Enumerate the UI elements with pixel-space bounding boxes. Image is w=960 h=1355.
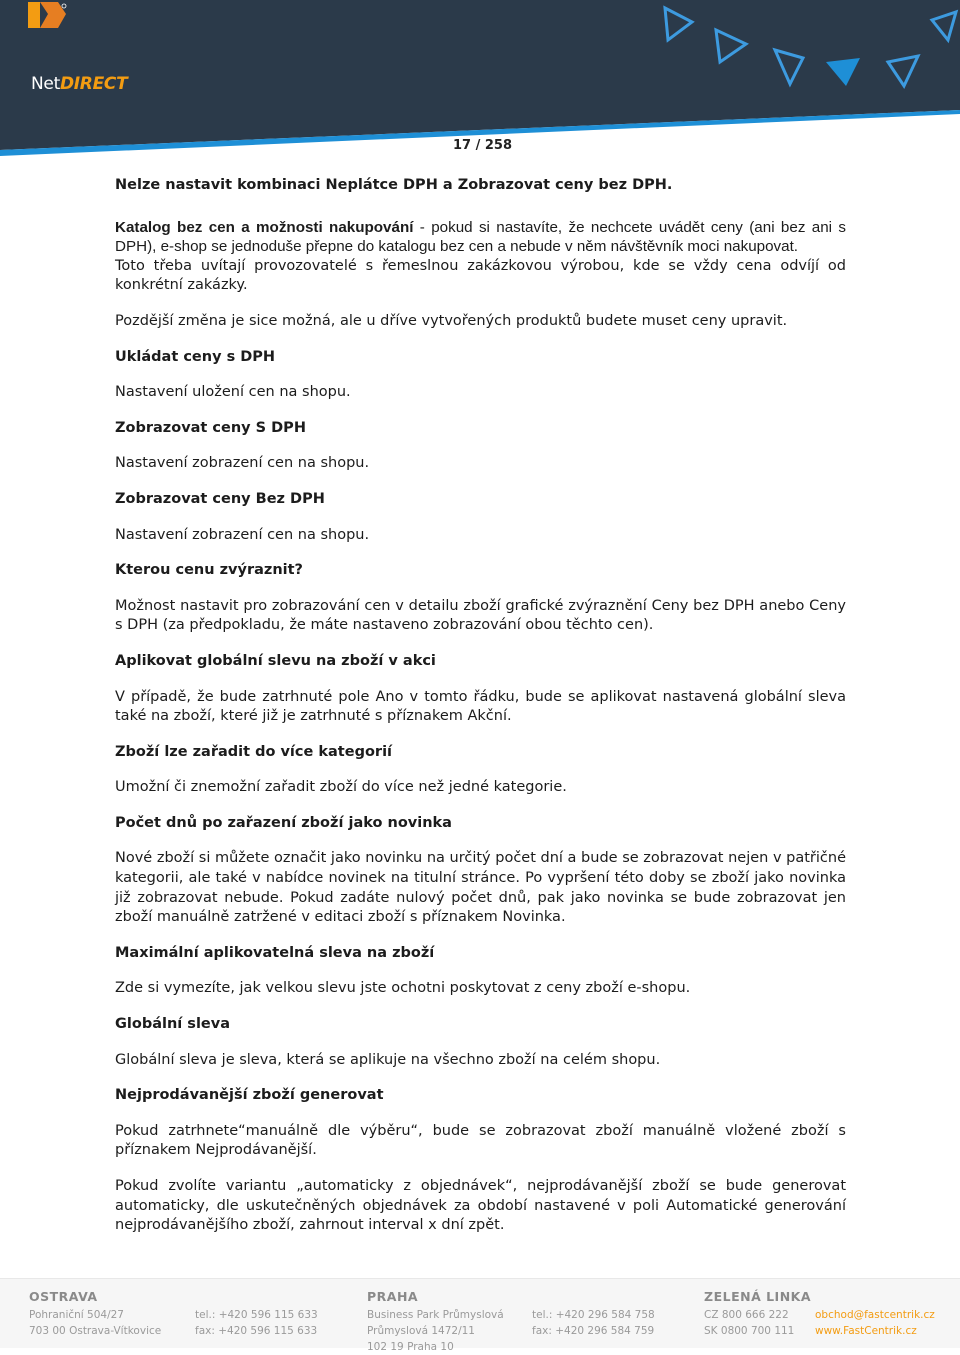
text-bestsellers-manual: Pokud zatrhnete“manuálně dle výběru“, bude se zobrazovat zboží manuálně vložené zboží s příznakem Nejprodávanější.	[115, 1122, 846, 1159]
page-footer	[0, 1278, 960, 1353]
logo-direct: DIRECT	[59, 74, 128, 94]
footer-ostrava-addr1: Pohraniční 504/27	[29, 1309, 124, 1321]
footer-hotline-cz: CZ 800 666 222	[704, 1309, 789, 1321]
footer-praha-tel: tel.: +420 296 584 758	[532, 1309, 655, 1321]
header-banner	[0, 0, 960, 160]
footer-praha-address	[367, 1289, 504, 1355]
footer-city-praha: PRAHA	[367, 1289, 419, 1304]
text-multi-category: Umožní či znemožní zařadit zboží do více než jedné kategorie.	[115, 779, 567, 796]
text-new-days: Nové zboží si můžete označit jako novinku na určitý počet dní a bude se zobrazovat nejen v patřičné kategorii, ale také v nabídce novinek na titulní stránce. Po vypršení této doby se zboží jako novinka již zobrazovat nebude. Pokud zadáte nulový počet dnů, pak jako novinka se bude zobrazovat jen zboží manuálně zatržené v editaci zboží s příznakem Novinka.	[115, 850, 846, 926]
footer-links	[815, 1307, 935, 1339]
heading-new-days: Počet dnů po zařazení zboží jako novinka	[115, 814, 452, 831]
heading-show-without-vat: Zobrazovat ceny Bez DPH	[115, 490, 325, 507]
heading-max-discount: Maximální aplikovatelná sleva na zboží	[115, 944, 435, 961]
heading-global-discount-sale: Aplikovat globální slevu na zboží v akci	[115, 652, 436, 669]
text-highlight-price: Možnost nastavit pro zobrazování cen v detailu zboží grafické zvýraznění Ceny bez DPH anebo Ceny s DPH (za předpokladu, že máte nastaveno zobrazování obou těchto cen).	[115, 597, 846, 634]
footer-city-hotline: ZELENÁ LINKA	[704, 1289, 812, 1304]
text-global-discount-sale: V případě, že bude zatrhnuté pole Ano v tomto řádku, bude se aplikovat nastavená globální sleva také na zboží, které již je zatrhnuté s příznakem Akční.	[115, 688, 846, 725]
heading-multi-category: Zboží lze zařadit do více kategorií	[115, 743, 393, 760]
footer-ostrava-fax: fax: +420 596 115 633	[195, 1325, 318, 1337]
footer-web-link[interactable]: www.FastCentrik.cz	[815, 1325, 917, 1337]
document-body	[115, 176, 846, 1236]
page-header	[0, 0, 960, 160]
catalog-description: - pokud si nastavíte, že nechcete uvádět ceny (ani bez ani s DPH), e-shop se jednoduše přepne do katalogu bez cen a nebude v něm návštěvník moci nakupovat.	[115, 218, 846, 256]
paragraph-catalog-tail: Toto třeba uvítají provozovatelé s řemeslnou zakázkovou výrobou, kde se vždy cena odvíjí od konkrétní zakázky.	[115, 257, 846, 294]
heading-highlight-price: Kterou cenu zvýraznit?	[115, 562, 303, 579]
catalog-term: Katalog bez cen a možnosti nakupování	[115, 218, 414, 236]
text-max-discount: Zde si vymezíte, jak velkou slevu jste ochotni poskytovat z ceny zboží e-shopu.	[115, 980, 691, 997]
text-global-discount: Globální sleva je sleva, která se aplikuje na všechno zboží na celém shopu.	[115, 1051, 661, 1068]
logo-wordmark	[31, 74, 127, 94]
logo-net: Net	[31, 74, 60, 94]
footer-praha-fax: fax: +420 296 584 759	[532, 1325, 655, 1337]
heading-store-prices: Ukládat ceny s DPH	[115, 348, 276, 365]
footer-praha-addr2: Průmyslová 1472/11	[367, 1325, 475, 1337]
heading-show-with-vat: Zobrazovat ceny S DPH	[115, 419, 306, 436]
footer-ostrava-addr2: 703 00 Ostrava-Vítkovice	[29, 1325, 162, 1337]
footer-ostrava-tel: tel.: +420 596 115 633	[195, 1309, 318, 1321]
footer-city-ostrava: OSTRAVA	[29, 1289, 98, 1304]
paragraph-later-change: Pozdější změna je sice možná, ale u dříve vytvořených produktů budete muset ceny upravit.	[115, 312, 788, 329]
netdirect-logo-icon	[0, 0, 110, 50]
footer-praha-contact	[532, 1307, 655, 1339]
text-bestsellers-auto: Pokud zvolíte variantu „automaticky z objednávek“, nejprodávanější zboží se bude generovat automaticky, dle uskutečněných objednávek za období nastavené v poli Automatické generování nejprodávanějšího zboží, zahrnout interval x dní zpět.	[115, 1178, 846, 1234]
page-number: 17 / 258	[453, 138, 513, 153]
heading-global-discount: Globální sleva	[115, 1016, 230, 1033]
text-show-without-vat: Nastavení zobrazení cen na shopu.	[115, 526, 370, 543]
paragraph-note: Nelze nastavit kombinaci Neplátce DPH a Zobrazovat ceny bez DPH.	[115, 177, 673, 193]
footer-hotline	[704, 1289, 811, 1339]
text-show-with-vat: Nastavení zobrazení cen na shopu.	[115, 455, 370, 472]
heading-bestsellers: Nejprodávanější zboží generovat	[115, 1087, 384, 1104]
footer-ostrava-address	[29, 1289, 161, 1339]
footer-email-link[interactable]: obchod@fastcentrik.cz	[815, 1309, 935, 1321]
footer-praha-addr1: Business Park Průmyslová	[367, 1309, 504, 1321]
footer-ostrava-contact	[195, 1307, 318, 1339]
footer-praha-addr3: 102 19 Praha 10	[367, 1341, 454, 1353]
footer-hotline-sk: SK 0800 700 111	[704, 1325, 795, 1337]
paragraph-catalog	[115, 218, 846, 257]
text-store-prices: Nastavení uložení cen na shopu.	[115, 384, 351, 401]
